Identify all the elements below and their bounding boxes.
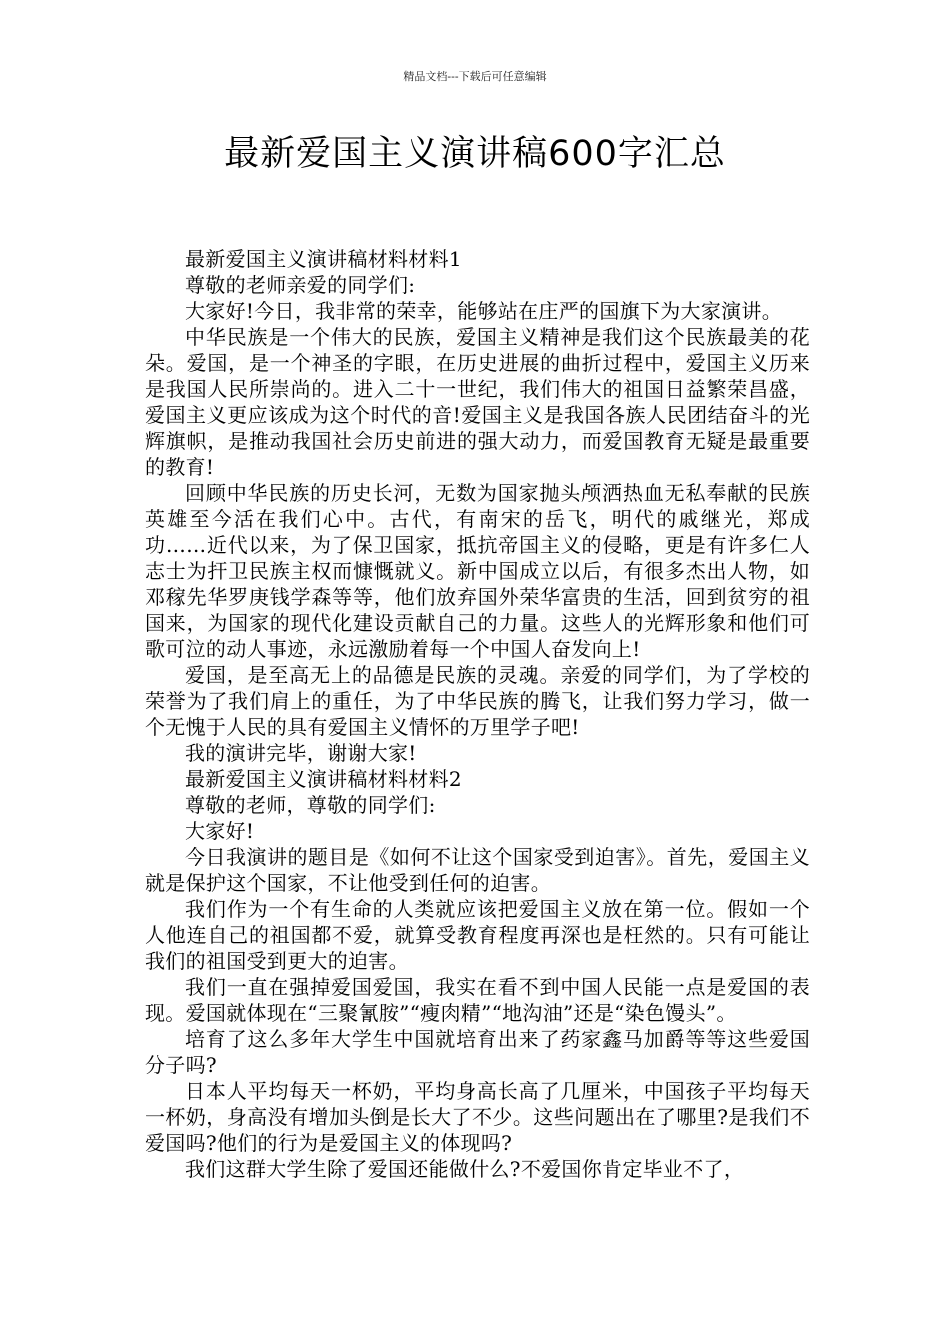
page-header-note: 精品文档---下载后可任意编辑 — [403, 70, 547, 83]
paragraph: 尊敬的老师，尊敬的同学们: — [185, 793, 436, 817]
paragraph: 我们作为一个有生命的人类就应该把爱国主义放在第一位。假如一个人他连自己的祖国都不爱，就算受教育程度再深也是枉然的。只有可能让我们的祖国受到更大的迫害。 — [145, 897, 810, 973]
paragraph: 我们一直在强掉爱国爱国，我实在看不到中国人民能一点是爱国的表现。爱国就体现在“三聚氰胺”“瘦肉精”“地沟油”还是“染色馒头”。 — [145, 975, 810, 1025]
document-body — [145, 246, 810, 1182]
paragraph: 我的演讲完毕，谢谢大家! — [185, 741, 417, 765]
document-title: 最新爱国主义演讲稿600字汇总 — [224, 134, 726, 174]
paragraph: 培育了这么多年大学生中国就培育出来了药家鑫马加爵等等这些爱国分子吗? — [145, 1027, 810, 1077]
paragraph: 大家好!今日，我非常的荣幸，能够站在庄严的国旗下为大家演讲。 — [185, 299, 783, 323]
paragraph: 最新爱国主义演讲稿材料材料2 — [185, 767, 462, 791]
paragraph: 我们这群大学生除了爱国还能做什么?不爱国你肯定毕业不了， — [185, 1157, 745, 1181]
paragraph: 爱国，是至高无上的品德是民族的灵魂。亲爱的同学们，为了学校的荣誉为了我们肩上的重任，为了中华民族的腾飞，让我们努力学习，做一个无愧于人民的具有爱国主义情怀的万里学子吧! — [145, 663, 810, 739]
paragraph: 回顾中华民族的历史长河，无数为国家抛头颅洒热血无私奉献的民族英雄至今活在我们心中。古代，有南宋的岳飞，明代的戚继光，郑成功……近代以来，为了保卫国家，抵抗帝国主义的侵略，更是有许多仁人志士为扞卫民族主权而慷慨就义。新中国成立以后，有很多杰出人物，如邓稼先华罗庚钱学森等等，他们放弃国外荣华富贵的生活，回到贫穷的祖国来，为国家的现代化建设贡献自己的力量。这些人的光辉形象和他们可歌可泣的动人事迹，永远激励着每一个中国人奋发向上! — [145, 481, 810, 661]
paragraph: 最新爱国主义演讲稿材料材料1 — [185, 247, 462, 271]
paragraph: 尊敬的老师亲爱的同学们: — [185, 273, 416, 297]
paragraph: 今日我演讲的题目是《如何不让这个国家受到迫害》。首先，爱国主义就是保护这个国家，不让他受到任何的迫害。 — [145, 845, 810, 895]
paragraph: 日本人平均每天一杯奶，平均身高长高了几厘米，中国孩子平均每天一杯奶，身高没有增加头倒是长大了不少。这些问题出在了哪里?是我们不爱国吗?他们的行为是爱国主义的体现吗? — [145, 1079, 810, 1155]
paragraph: 大家好! — [185, 819, 255, 843]
paragraph: 中华民族是一个伟大的民族，爱国主义精神是我们这个民族最美的花朵。爱国，是一个神圣的字眼，在历史进展的曲折过程中，爱国主义历来是我国人民所崇尚的。进入二十一世纪，我们伟大的祖国日益繁荣昌盛，爱国主义更应该成为这个时代的音!爱国主义是我国各族人民团结奋斗的光辉旗帜，是推动我国社会历史前进的强大动力，而爱国教育无疑是最重要的教育! — [145, 325, 810, 479]
